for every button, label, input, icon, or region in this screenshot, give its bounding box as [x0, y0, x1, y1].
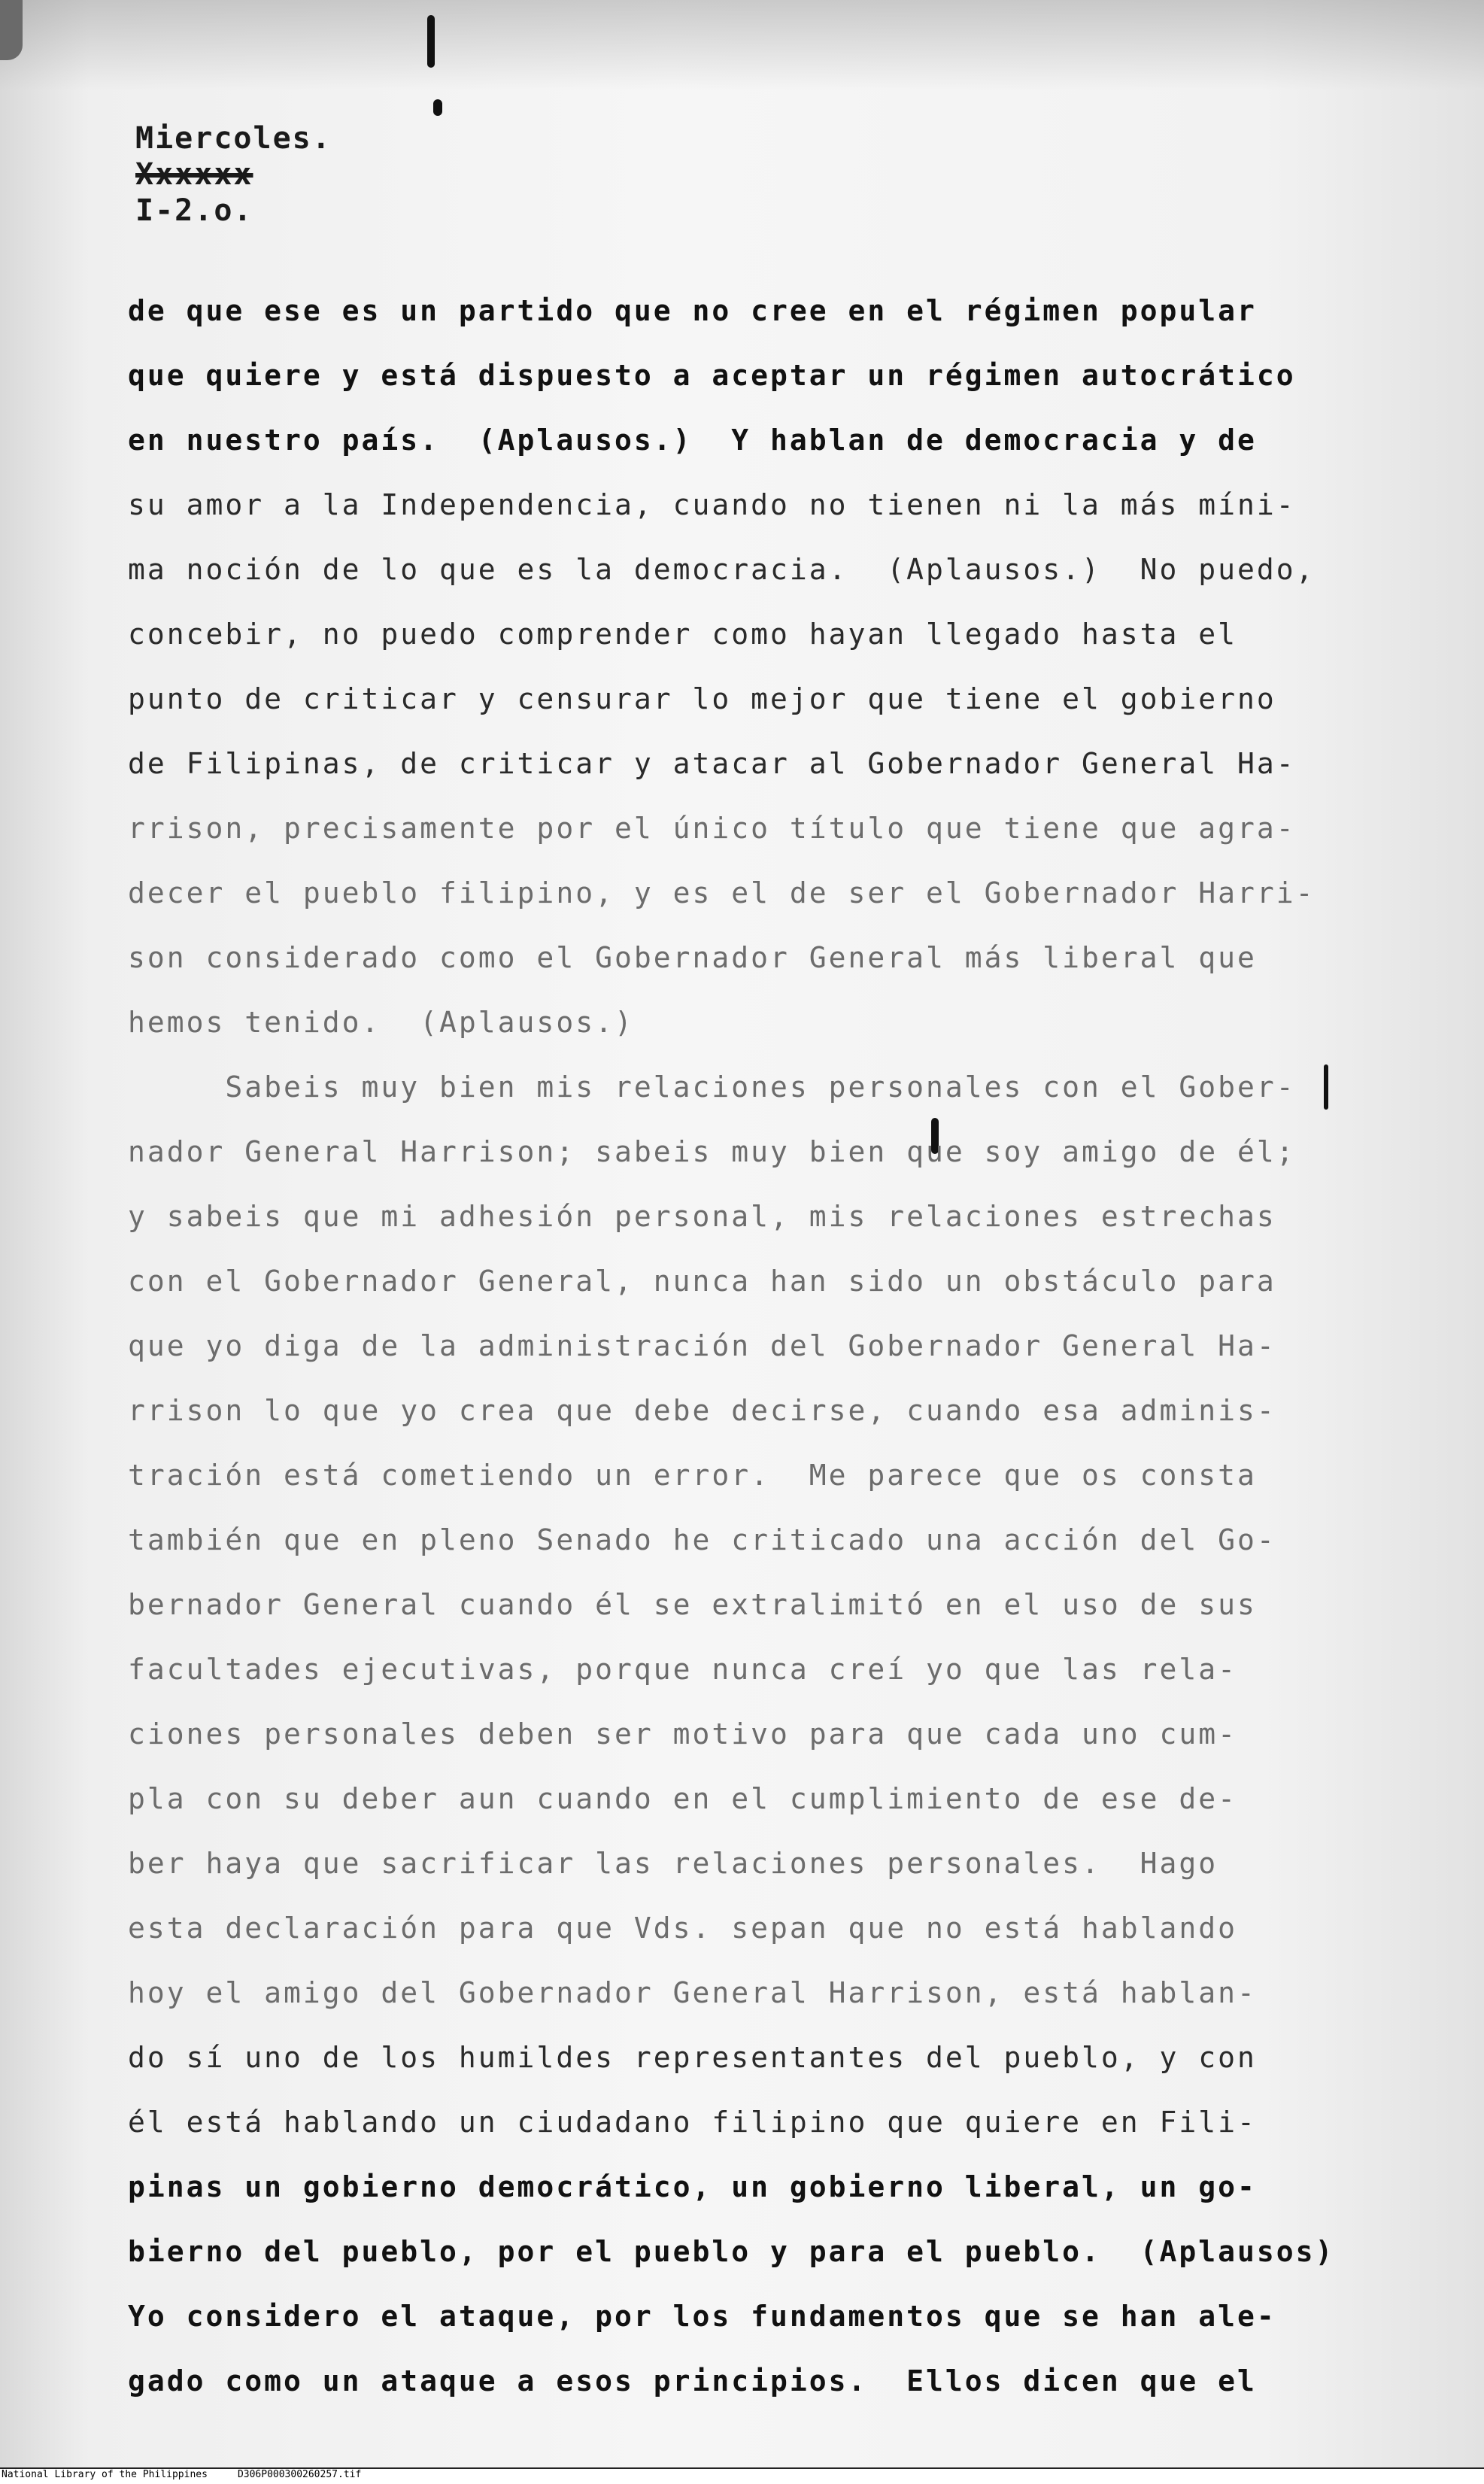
text-line: hoy el amigo del Gobernador General Harrison, está hablan- [128, 1976, 1257, 2009]
text-line: pinas un gobierno democrático, un gobierno liberal, un go- [128, 2170, 1257, 2203]
text-line: facultades ejecutivas, porque nunca creí yo que las rela- [128, 1653, 1238, 1686]
text-line: concebir, no puedo comprender como hayan llegado hasta el [128, 618, 1238, 651]
text-line: que yo diga de la administración del Gobernador General Ha- [128, 1329, 1276, 1362]
text-line: son considerado como el Gobernador General más liberal que [128, 941, 1257, 974]
page-corner-shadow [0, 0, 23, 60]
text-line: pla con su deber aun cuando en el cumplimiento de ese de- [128, 1782, 1238, 1815]
text-line: con el Gobernador General, nunca han sido un obstáculo para [128, 1265, 1276, 1298]
text-line: su amor a la Independencia, cuando no tienen ni la más míni- [128, 488, 1296, 521]
text-line: que quiere y está dispuesto a aceptar un régimen autocrático [128, 359, 1296, 392]
footer-institution: National Library of the Philippines [2, 2469, 208, 2480]
document-body [128, 278, 1361, 2413]
header-struck-text: Xxxxxx [135, 157, 253, 192]
text-line: Yo considero el ataque, por los fundamentos que se han ale- [128, 2300, 1276, 2333]
text-line: de que ese es un partido que no cree en el régimen popular [128, 294, 1257, 327]
header-page-code: I-2.o. [135, 193, 253, 228]
text-line: nador General Harrison; sabeis muy bien que soy amigo de él; [128, 1135, 1296, 1168]
text-line: rrison lo que yo crea que debe decirse, cuando esa adminis- [128, 1394, 1276, 1427]
text-line: tración está cometiendo un error. Me parece que os consta [128, 1459, 1257, 1492]
text-line: hemos tenido. (Aplausos.) [128, 1006, 634, 1039]
text-line: también que en pleno Senado he criticado una acción del Go- [128, 1523, 1276, 1556]
ink-dot-top [433, 99, 442, 116]
text-line: bierno del pueblo, por el pueblo y para el pueblo. (Aplausos) [128, 2235, 1335, 2268]
text-line: rrison, precisamente por el único título que tiene que agra- [128, 812, 1296, 845]
text-line: esta declaración para que Vds. sepan que no está hablando [128, 1912, 1238, 1945]
text-line: do sí uno de los humildes representantes del pueblo, y con [128, 2041, 1257, 2074]
text-line: ber haya que sacrificar las relaciones personales. Hago [128, 1847, 1218, 1880]
text-line: en nuestro país. (Aplausos.) Y hablan de democracia y de [128, 424, 1257, 457]
text-line: bernador General cuando él se extralimitó en el uso de sus [128, 1588, 1257, 1621]
text-line: punto de criticar y censurar lo mejor que tiene el gobierno [128, 682, 1276, 715]
scan-shadow [0, 0, 1484, 90]
text-line: de Filipinas, de criticar y atacar al Gobernador General Ha- [128, 747, 1296, 780]
text-line: él está hablando un ciudadano filipino que quiere en Fili- [128, 2106, 1257, 2139]
text-line: ciones personales deben ser motivo para que cada uno cum- [128, 1717, 1238, 1751]
text-line: y sabeis que mi adhesión personal, mis relaciones estrechas [128, 1200, 1276, 1233]
text-line: gado como un ataque a esos principios. Ellos dicen que el [128, 2364, 1257, 2397]
header-day: Miercoles. [135, 121, 332, 156]
page-header [135, 120, 332, 229]
scan-caption [2, 2468, 391, 2482]
text-line: Sabeis muy bien mis relaciones personales con el Gober- [128, 1070, 1296, 1104]
ink-mark-top [427, 15, 435, 68]
text-line: ma noción de lo que es la democracia. (Aplausos.) No puedo, [128, 553, 1316, 586]
footer-file-id: D306P000300260257.tif [237, 2469, 362, 2480]
text-line: decer el pueblo filipino, y es el de ser el Gobernador Harri- [128, 876, 1316, 909]
